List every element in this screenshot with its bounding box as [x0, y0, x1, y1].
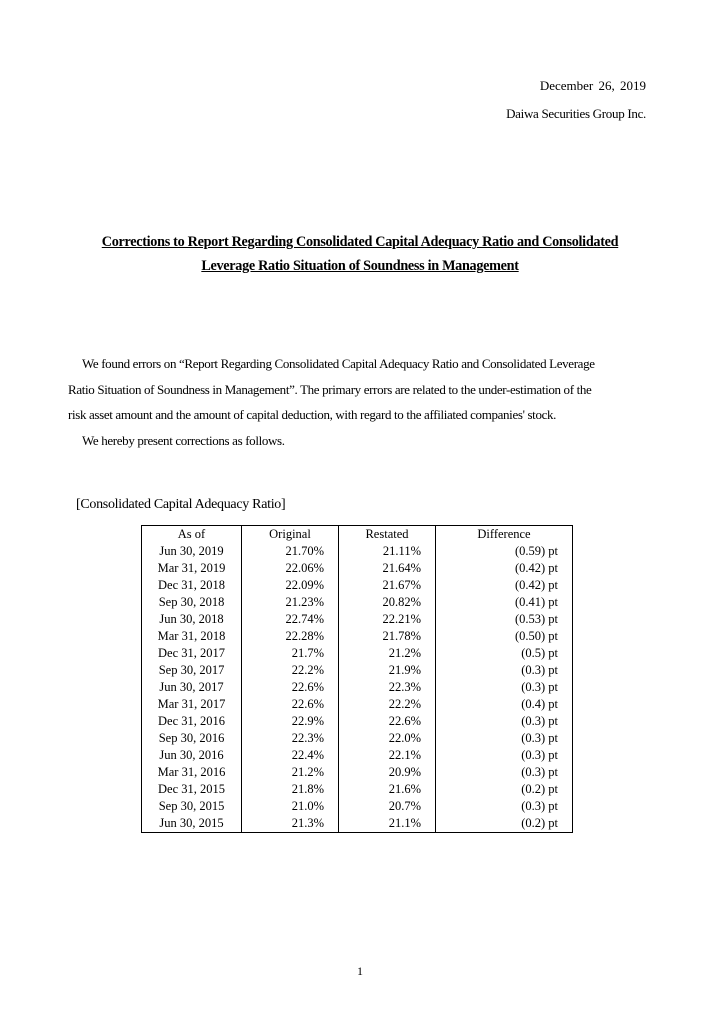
- cell-difference: (0.2) pt: [436, 815, 573, 833]
- cell-restated: 21.1%: [339, 815, 436, 833]
- table-row: [142, 611, 573, 628]
- table-header-row: [142, 526, 573, 544]
- cell-as-of: Sep 30, 2017: [142, 662, 242, 679]
- cell-restated: 22.2%: [339, 696, 436, 713]
- title-line-2: Leverage Ratio Situation of Soundness in Management: [201, 258, 519, 274]
- table-row: [142, 815, 573, 833]
- para1-line-3: risk asset amount and the amount of capital deduction, with regard to the affiliated companies' stock.: [68, 407, 557, 422]
- page-number: 1: [357, 964, 363, 978]
- cell-as-of: Mar 31, 2019: [142, 560, 242, 577]
- cell-difference: (0.42) pt: [436, 577, 573, 594]
- cell-difference: (0.53) pt: [436, 611, 573, 628]
- cell-original: 22.9%: [242, 713, 339, 730]
- table-row: [142, 577, 573, 594]
- header-restated: Restated: [339, 526, 436, 544]
- title-line-1: Corrections to Report Regarding Consolidated Capital Adequacy Ratio and Consolidated: [101, 234, 619, 250]
- cell-as-of: Mar 31, 2016: [142, 764, 242, 781]
- cell-restated: 21.11%: [339, 543, 436, 560]
- cell-difference: (0.3) pt: [436, 764, 573, 781]
- cell-difference: (0.3) pt: [436, 747, 573, 764]
- table-row: [142, 645, 573, 662]
- cell-original: 21.7%: [242, 645, 339, 662]
- cell-as-of: Jun 30, 2017: [142, 679, 242, 696]
- cell-original: 22.09%: [242, 577, 339, 594]
- cell-original: 22.6%: [242, 696, 339, 713]
- cell-restated: 21.64%: [339, 560, 436, 577]
- table-row: [142, 679, 573, 696]
- cell-original: 22.4%: [242, 747, 339, 764]
- cell-restated: 20.9%: [339, 764, 436, 781]
- table-row: [142, 560, 573, 577]
- cell-restated: 21.6%: [339, 781, 436, 798]
- header-difference: Difference: [436, 526, 573, 544]
- cell-original: 21.70%: [242, 543, 339, 560]
- cell-original: 22.6%: [242, 679, 339, 696]
- header-as-of: As of: [142, 526, 242, 544]
- table-row: [142, 747, 573, 764]
- cell-original: 21.2%: [242, 764, 339, 781]
- cell-difference: (0.50) pt: [436, 628, 573, 645]
- cell-restated: 22.3%: [339, 679, 436, 696]
- table-row: [142, 798, 573, 815]
- table-row: [142, 543, 573, 560]
- cell-as-of: Dec 31, 2015: [142, 781, 242, 798]
- cell-as-of: Jun 30, 2018: [142, 611, 242, 628]
- cell-restated: 22.1%: [339, 747, 436, 764]
- cell-as-of: Mar 31, 2017: [142, 696, 242, 713]
- cell-restated: 21.67%: [339, 577, 436, 594]
- cell-original: 22.3%: [242, 730, 339, 747]
- cell-as-of: Jun 30, 2016: [142, 747, 242, 764]
- cell-difference: (0.3) pt: [436, 713, 573, 730]
- table-row: [142, 713, 573, 730]
- cell-difference: (0.59) pt: [436, 543, 573, 560]
- cell-difference: (0.41) pt: [436, 594, 573, 611]
- cell-original: 22.2%: [242, 662, 339, 679]
- company-name: Daiwa Securities Group Inc.: [506, 106, 646, 121]
- cell-as-of: Mar 31, 2018: [142, 628, 242, 645]
- cell-restated: 21.2%: [339, 645, 436, 662]
- cell-as-of: Jun 30, 2019: [142, 543, 242, 560]
- cell-restated: 22.21%: [339, 611, 436, 628]
- cell-difference: (0.3) pt: [436, 679, 573, 696]
- cell-difference: (0.3) pt: [436, 730, 573, 747]
- cell-difference: (0.4) pt: [436, 696, 573, 713]
- header-original: Original: [242, 526, 339, 544]
- table-row: [142, 730, 573, 747]
- cell-as-of: Sep 30, 2015: [142, 798, 242, 815]
- para2: We hereby present corrections as follows.: [82, 432, 285, 448]
- cell-restated: 20.7%: [339, 798, 436, 815]
- document-title: [60, 230, 660, 278]
- para1-line-2: Ratio Situation of Soundness in Management”. The primary errors are related to the under-estimation of the: [68, 381, 592, 397]
- cell-difference: (0.42) pt: [436, 560, 573, 577]
- table-row: [142, 781, 573, 798]
- cell-original: 22.28%: [242, 628, 339, 645]
- body-text: [68, 351, 654, 453]
- cell-original: 21.8%: [242, 781, 339, 798]
- cell-original: 21.23%: [242, 594, 339, 611]
- table-row: [142, 628, 573, 645]
- cell-original: 21.3%: [242, 815, 339, 833]
- document-date: December 26, 2019: [539, 78, 646, 93]
- cell-restated: 22.6%: [339, 713, 436, 730]
- cell-as-of: Sep 30, 2016: [142, 730, 242, 747]
- cell-as-of: Jun 30, 2015: [142, 815, 242, 833]
- para1-line-1: We found errors on “Report Regarding Consolidated Capital Adequacy Ratio and Consolidated Leverage: [82, 356, 595, 371]
- table-row: [142, 764, 573, 781]
- cell-original: 22.74%: [242, 611, 339, 628]
- cell-as-of: Dec 31, 2017: [142, 645, 242, 662]
- cell-restated: 22.0%: [339, 730, 436, 747]
- cell-difference: (0.3) pt: [436, 662, 573, 679]
- table-row: [142, 662, 573, 679]
- cell-difference: (0.5) pt: [436, 645, 573, 662]
- table-row: [142, 696, 573, 713]
- cell-restated: 21.9%: [339, 662, 436, 679]
- table-body: [142, 543, 573, 833]
- cell-as-of: Sep 30, 2018: [142, 594, 242, 611]
- table-row: [142, 594, 573, 611]
- cell-difference: (0.3) pt: [436, 798, 573, 815]
- section-title: [Consolidated Capital Adequacy Ratio]: [76, 497, 286, 512]
- cell-restated: 21.78%: [339, 628, 436, 645]
- cell-original: 22.06%: [242, 560, 339, 577]
- cell-as-of: Dec 31, 2016: [142, 713, 242, 730]
- cell-original: 21.0%: [242, 798, 339, 815]
- cell-restated: 20.82%: [339, 594, 436, 611]
- cell-difference: (0.2) pt: [436, 781, 573, 798]
- capital-adequacy-table: [141, 525, 573, 833]
- cell-as-of: Dec 31, 2018: [142, 577, 242, 594]
